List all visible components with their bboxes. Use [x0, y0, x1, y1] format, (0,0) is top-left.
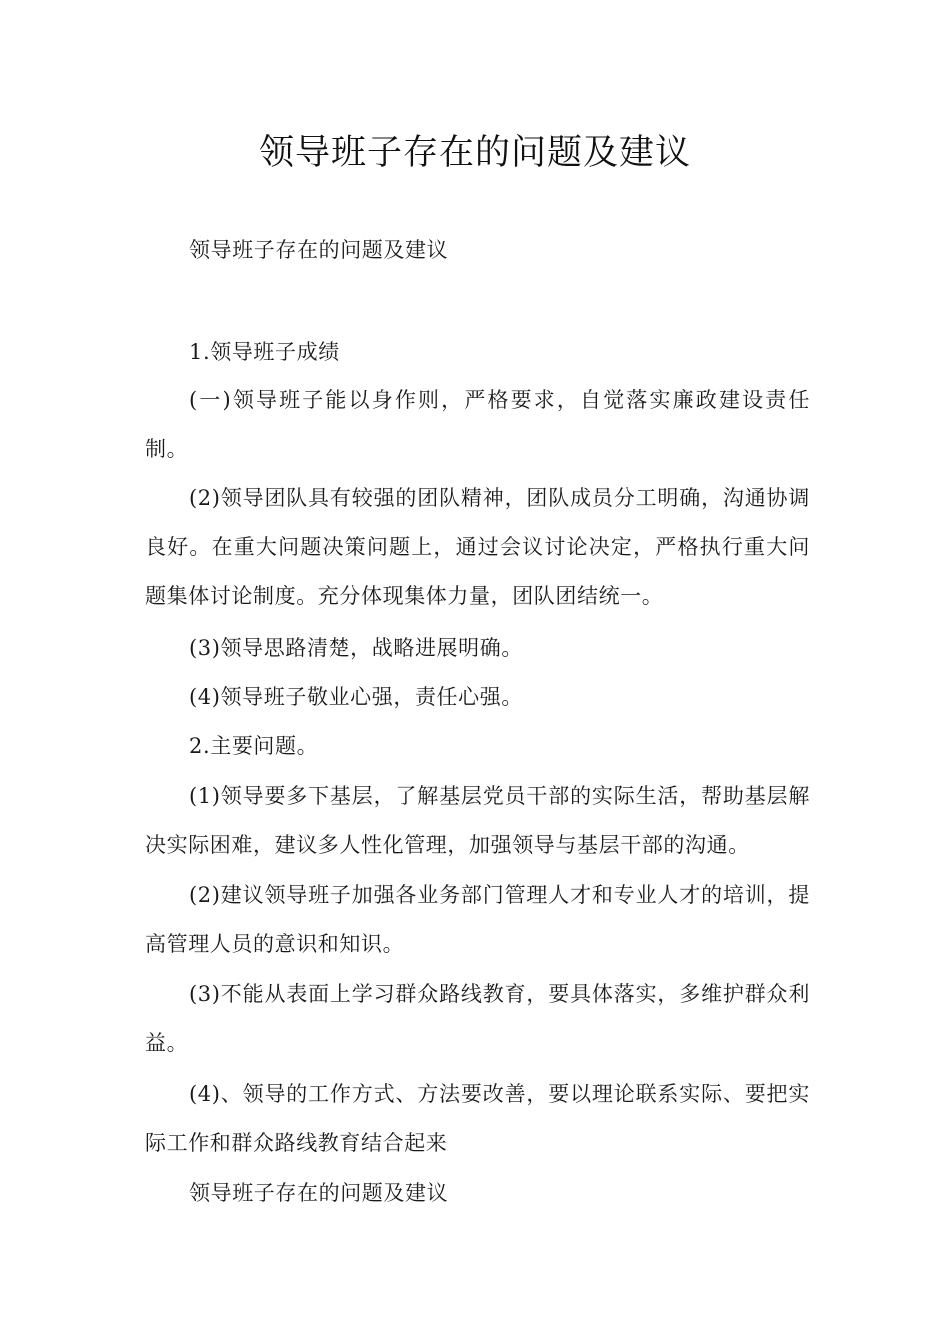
section-heading-problems: 2.主要问题。	[189, 734, 319, 758]
paragraph-problem-2: (2)建议领导班子加强各业务部门管理人才和专业人才的培训，提高管理人员的意识和知识。	[145, 883, 810, 956]
footer-heading: 领导班子存在的问题及建议	[189, 1181, 449, 1205]
paragraph-problem-3: (3)不能从表面上学习群众路线教育，要具体落实，多维护群众利益。	[145, 982, 810, 1055]
paragraph-achievement-4: (4)领导班子敬业心强，责任心强。	[189, 685, 523, 709]
document-subtitle: 领导班子存在的问题及建议	[189, 238, 449, 262]
paragraph-achievement-3: (3)领导思路清楚，战略进展明确。	[189, 636, 523, 660]
document-title: 领导班子存在的问题及建议	[258, 133, 691, 173]
paragraph-achievement-1: (一)领导班子能以身作则，严格要求，自觉落实廉政建设责任制。	[145, 388, 810, 461]
paragraph-achievement-2: (2)领导团队具有较强的团队精神，团队成员分工明确，沟通协调良好。在重大问题决策问题上，通过会议讨论决定，严格执行重大问题集体讨论制度。充分体现集体力量，团队团结统一。	[145, 486, 810, 608]
paragraph-problem-1: (1)领导要多下基层，了解基层党员干部的实际生活，帮助基层解决实际困难，建议多人性化管理，加强领导与基层干部的沟通。	[145, 784, 810, 857]
section-heading-achievements: 1.领导班子成绩	[189, 340, 340, 364]
paragraph-problem-4: (4)、领导的工作方式、方法要改善，要以理论联系实际、要把实际工作和群众路线教育结合起来	[145, 1082, 810, 1155]
